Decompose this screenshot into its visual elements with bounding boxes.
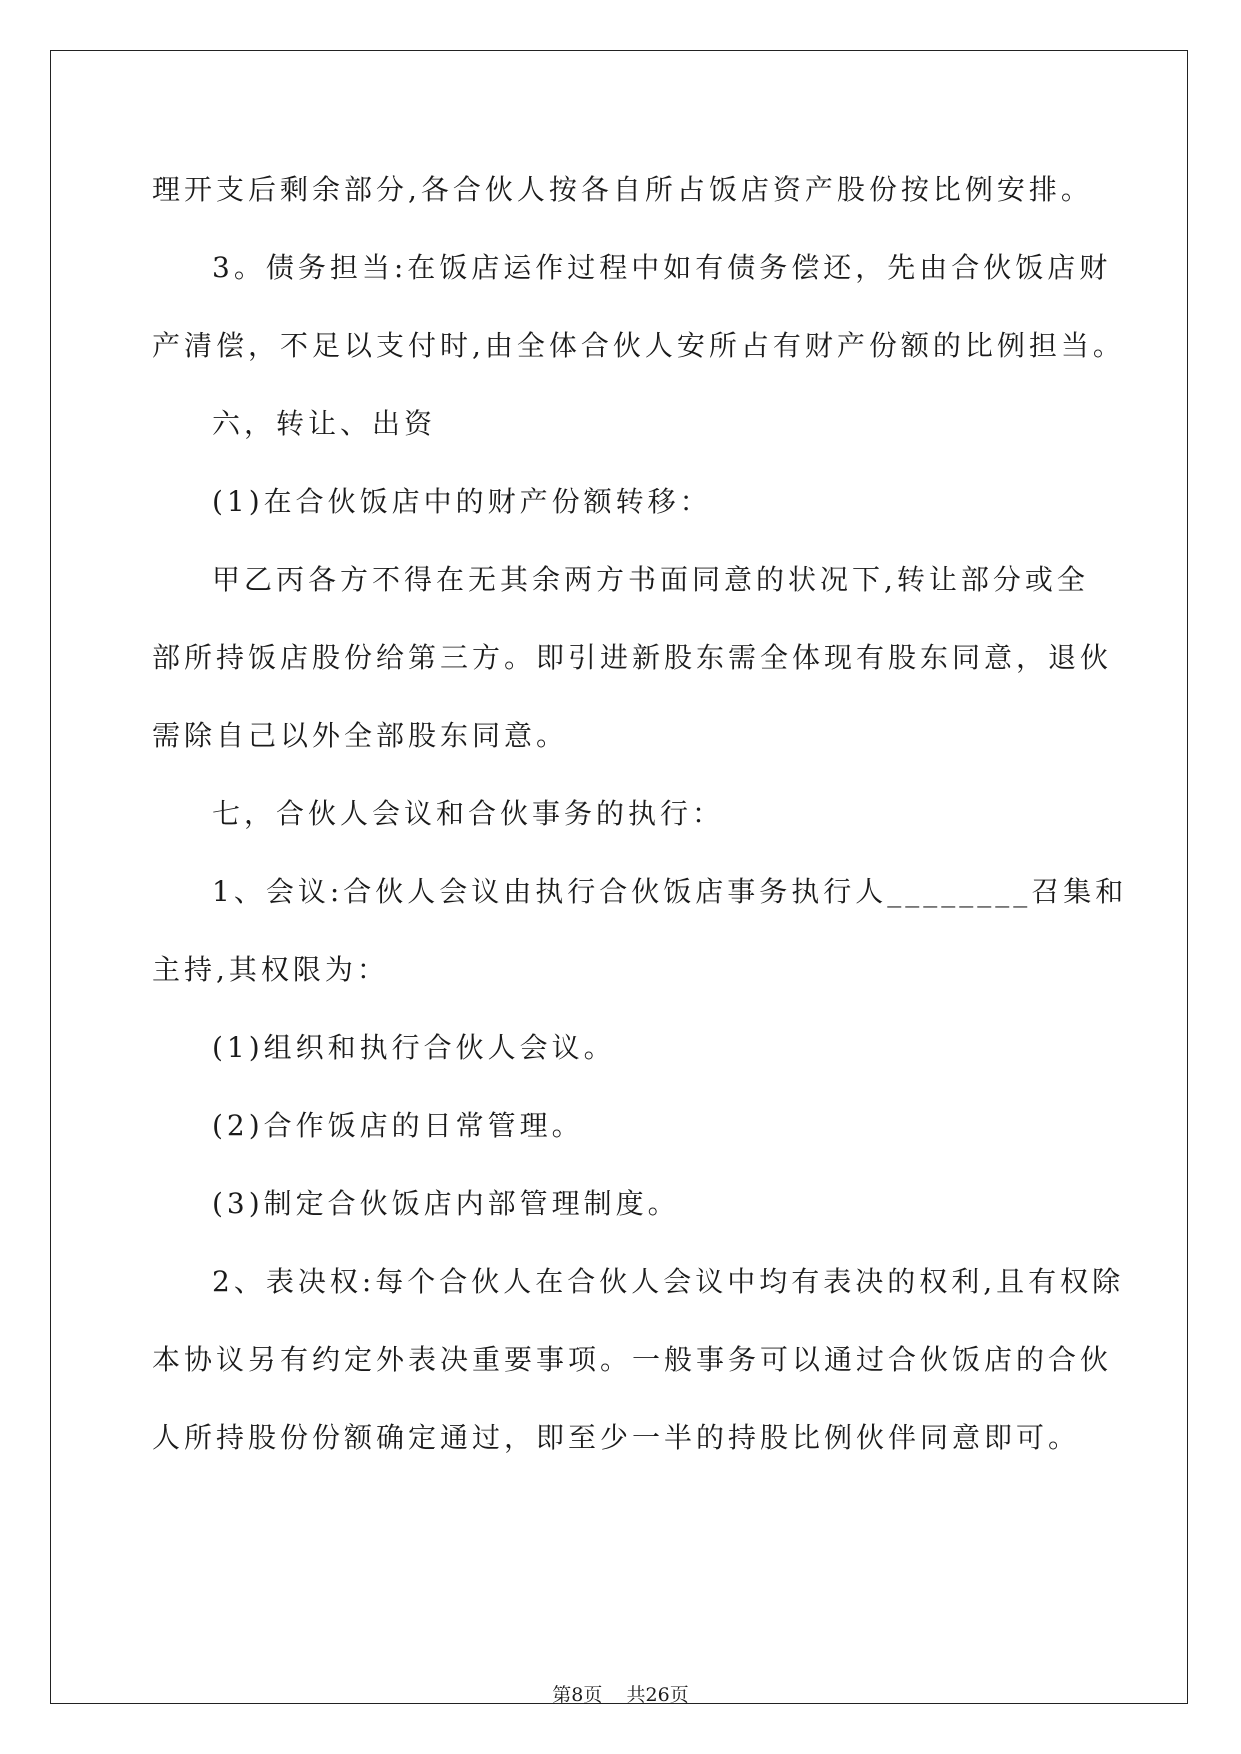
paragraph-line: 本协议另有约定外表决重要事项。一般事务可以通过合伙饭店的合伙 <box>152 1343 1113 1376</box>
total-pages: 26 <box>645 1684 670 1706</box>
paragraph-line: 产清偿，不足以支付时,由全体合伙人安所占有财产份额的比例担当。 <box>152 329 1125 362</box>
paragraph-line: 1、会议:合伙人会议由执行合伙饭店事务执行人________召集和 <box>212 875 1128 908</box>
page-footer <box>0 1683 1241 1707</box>
page-label-prefix: 第 <box>552 1684 572 1706</box>
paragraph-line: 部所持饭店股份给第三方。即引进新股东需全体现有股东同意，退伙 <box>152 641 1113 674</box>
paragraph-line: 主持,其权限为： <box>152 953 389 986</box>
paragraph-line: (1)在合伙饭店中的财产份额转移： <box>212 485 712 518</box>
paragraph-line: (2)合作饭店的日常管理。 <box>212 1109 584 1142</box>
paragraph-line: 人所持股份份额确定通过，即至少一半的持股比例伙伴同意即可。 <box>152 1421 1081 1454</box>
paragraph-line: 2、表决权:每个合伙人在合伙人会议中均有表决的权利,且有权除 <box>212 1265 1125 1298</box>
total-label-suffix: 页 <box>669 1684 689 1706</box>
paragraph-line: (3)制定合伙饭店内部管理制度。 <box>212 1187 680 1220</box>
paragraph-line: 甲乙丙各方不得在无其余两方书面同意的状况下,转让部分或全 <box>212 563 1089 596</box>
paragraph-line: (1)组织和执行合伙人会议。 <box>212 1031 616 1064</box>
paragraph-line: 需除自己以外全部股东同意。 <box>152 719 569 752</box>
page-number: 8 <box>571 1684 584 1706</box>
section-heading: 七，合伙人会议和合伙事务的执行： <box>212 797 725 830</box>
section-heading: 六，转让、出资 <box>212 407 437 440</box>
paragraph-line: 3。债务担当:在饭店运作过程中如有债务偿还，先由合伙饭店财 <box>212 251 1112 284</box>
page-label-suffix: 页 <box>583 1684 603 1706</box>
total-label-prefix: 共 <box>626 1684 646 1706</box>
paragraph-line: 理开支后剩余部分,各合伙人按各自所占饭店资产股份按比例安排。 <box>152 173 1093 206</box>
